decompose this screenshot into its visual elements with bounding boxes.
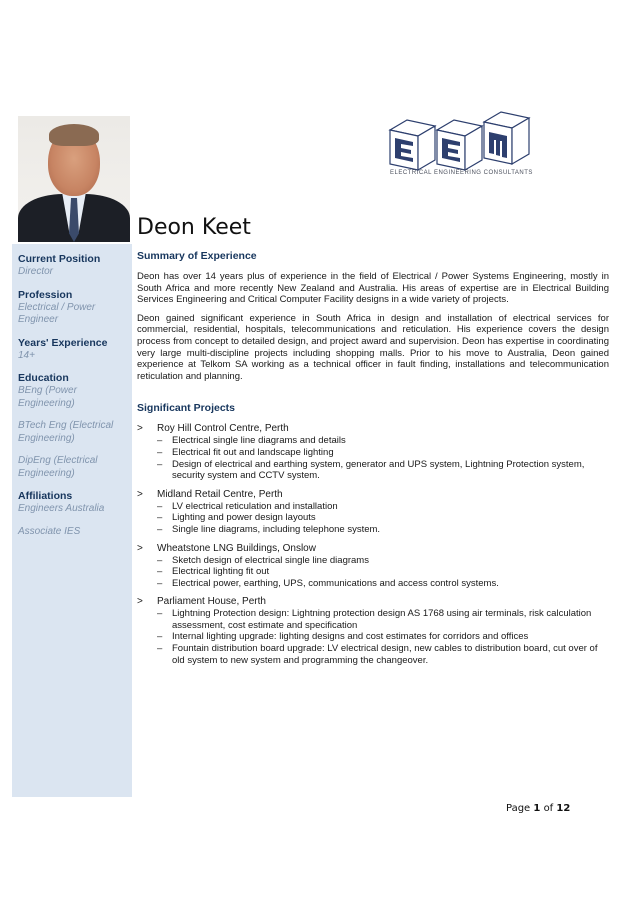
education-item: BEng (Power Engineering) <box>18 385 77 409</box>
dash-bullet: – <box>157 643 163 655</box>
summary-paragraph: Deon gained significant experience in South Africa in design and installation of electrical services for commercial, residential, hospitals, telecommunications and reticulation. His experience covers the design process from concept to detailed design, and project award and supervision. Deon has expertise in coordinating very large multi-discipline projects including shopping malls. Prior to his move to Australia, Deon gained experience at Telkom SA working as a technical officer in fault finding, installations and telecommunication reticulation and planning. <box>137 312 609 382</box>
dash-bullet: – <box>157 631 163 643</box>
project-item <box>137 489 609 536</box>
total-pages: 12 <box>556 803 571 814</box>
education-item: DipEng (Electrical Engineering) <box>18 455 98 479</box>
current-position-label: Current Position <box>18 253 101 265</box>
years-value: 14+ <box>18 349 35 361</box>
project-title: Midland Retail Centre, Perth <box>157 488 283 500</box>
project-detail-text: Design of electrical and earthing system, generator and UPS system, Lightning Protection system, security system and CCTV system. <box>172 458 585 482</box>
main-content <box>137 250 609 673</box>
affiliations-label: Affiliations <box>18 490 73 502</box>
education-label: Education <box>18 372 69 384</box>
education-item: BTech Eng (Electrical Engineering) <box>18 420 114 444</box>
project-detail-text: Lighting and power design layouts <box>172 512 316 524</box>
profession-value: Electrical / Power Engineer <box>18 301 96 325</box>
project-title: Wheatstone LNG Buildings, Onslow <box>157 542 316 554</box>
dash-bullet: – <box>157 512 163 524</box>
project-detail-text: Electrical lighting fit out <box>172 566 270 578</box>
affiliation-item: Associate IES <box>18 525 81 537</box>
dash-bullet: – <box>157 500 163 512</box>
project-detail <box>157 435 609 447</box>
project-list <box>137 423 609 666</box>
dash-bullet: – <box>157 608 163 620</box>
project-detail <box>157 512 609 524</box>
profession-label: Profession <box>18 288 73 301</box>
person-name: Deon Keet <box>137 215 251 240</box>
project-detail <box>157 643 609 666</box>
project-detail <box>157 578 609 590</box>
page-number <box>506 803 570 814</box>
project-detail-text: Electrical single line diagrams and details <box>172 435 346 447</box>
profession-block <box>12 279 132 327</box>
years-label: Years' Experience <box>18 336 108 349</box>
project-detail-text: Internal lighting upgrade: lighting designs and cost estimates for corridors and offices <box>172 631 529 643</box>
dash-bullet: – <box>157 577 163 589</box>
project-detail-text: LV electrical reticulation and installation <box>172 500 338 512</box>
summary-title: Summary of Experience <box>137 250 257 262</box>
project-detail-text: Fountain distribution board upgrade: LV electrical design, new cables to distribution board, cut over of old system to new system and programming the changeover. <box>172 643 598 666</box>
affiliation-item: Engineers Australia <box>18 503 105 514</box>
project-detail-text: Lightning Protection design: Lightning protection design AS 1768 using air terminals, risk calculation assessment, cost estimate and specification <box>172 608 592 631</box>
project-detail <box>157 524 609 536</box>
project-detail-text: Sketch design of electrical single line diagrams <box>172 554 369 566</box>
project-detail <box>157 447 609 459</box>
dash-bullet: – <box>157 523 163 535</box>
project-title: Parliament House, Perth <box>157 596 266 608</box>
page-word: Page <box>506 803 531 814</box>
profile-photo <box>18 116 130 242</box>
project-detail <box>157 608 609 631</box>
project-item <box>137 596 609 666</box>
bullet-arrow: > <box>137 488 143 500</box>
dash-bullet: – <box>157 446 163 458</box>
current-page: 1 <box>533 803 541 814</box>
project-detail-text: Single line diagrams, including telephone system. <box>172 523 381 535</box>
profile-sidebar <box>12 244 132 797</box>
company-logo <box>385 108 550 178</box>
project-detail <box>157 501 609 513</box>
logo-subtitle: ELECTRICAL ENGINEERING CONSULTANTS <box>390 170 533 176</box>
projects-title: Significant Projects <box>137 402 236 415</box>
dash-bullet: – <box>157 435 163 447</box>
bullet-arrow: > <box>137 596 143 608</box>
dash-bullet: – <box>157 458 163 470</box>
project-detail-text: Electrical power, earthing, UPS, communications and access control systems. <box>172 577 499 589</box>
dash-bullet: – <box>157 566 163 578</box>
project-detail <box>157 555 609 567</box>
project-detail <box>157 631 609 643</box>
project-title: Roy Hill Control Centre, Perth <box>157 423 289 435</box>
of-word: of <box>543 803 554 814</box>
current-position-block <box>12 244 132 279</box>
project-detail <box>157 566 609 578</box>
project-item <box>137 423 609 481</box>
years-block <box>12 327 132 363</box>
project-item <box>137 543 609 590</box>
project-detail <box>157 459 609 482</box>
project-detail-text: Electrical fit out and landscape lighting <box>172 446 334 458</box>
summary-paragraph: Deon has over 14 years plus of experience in the field of Electrical / Power Systems Engineering, mostly in South Africa and more recently New Zealand and Australia. His areas of expertise are in Electrical Building Services Engineering and Critical Computer Facility designs in a wide variety of projects. <box>137 271 609 306</box>
current-position-value: Director <box>18 266 54 277</box>
dash-bullet: – <box>157 554 163 566</box>
bullet-arrow: > <box>137 542 143 554</box>
education-block <box>12 362 132 480</box>
affiliations-block <box>12 480 132 538</box>
bullet-arrow: > <box>137 423 143 435</box>
